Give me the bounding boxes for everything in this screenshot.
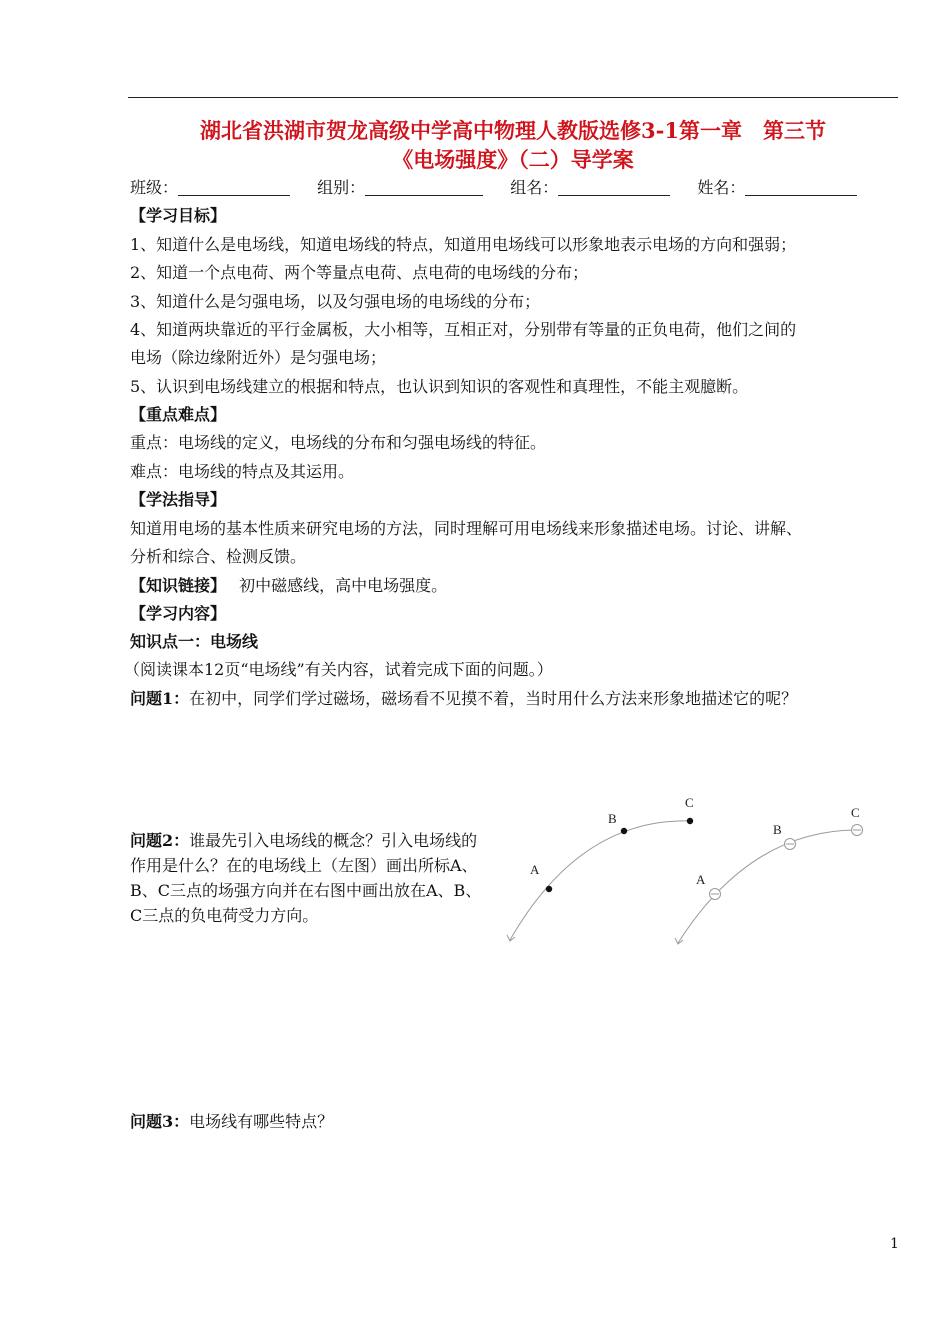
right-label-c: C xyxy=(851,805,860,820)
info-fields-row xyxy=(130,177,879,199)
name-label: 姓名： xyxy=(697,178,746,197)
right-point-c[interactable] xyxy=(852,825,863,836)
link-text: 初中磁感线，高中电场强度。 xyxy=(239,576,448,595)
question-2 xyxy=(130,828,482,928)
question-1 xyxy=(130,688,797,710)
link-heading: 【知识链接】 xyxy=(130,576,227,595)
class-label: 班级： xyxy=(130,178,179,197)
left-point-c[interactable] xyxy=(687,818,693,824)
group-blank[interactable] xyxy=(365,179,483,196)
difficult-point: 难点：电场线的特点及其运用。 xyxy=(130,462,355,481)
right-point-a[interactable] xyxy=(710,889,721,900)
left-field-line xyxy=(510,821,690,940)
goal-item: 电场（除边缘附近外）是匀强电场； xyxy=(130,348,387,367)
link-row xyxy=(130,575,447,597)
q1-text: 在初中，同学们学过磁场，磁场看不见摸不着，当时用什么方法来形象地描述它的呢？ xyxy=(189,689,798,708)
content-heading: 【学习内容】 xyxy=(130,604,227,623)
q3-label: 问题3： xyxy=(130,1112,190,1131)
key-point: 重点：电场线的定义，电场线的分布和匀强电场线的特征。 xyxy=(130,433,547,452)
q2-label: 问题2： xyxy=(130,831,190,850)
key-points-heading: 【重点难点】 xyxy=(130,405,227,424)
doc-title-line1: 湖北省洪湖市贺龙高级中学高中物理人教版选修3-1第一章 第三节 xyxy=(200,118,826,143)
left-point-a[interactable] xyxy=(546,886,552,892)
group-name-label: 组名： xyxy=(510,178,559,197)
right-label-a: A xyxy=(696,872,706,887)
field-line-diagram xyxy=(500,788,880,958)
q1-label: 问题1： xyxy=(130,689,190,708)
left-label-a: A xyxy=(530,862,540,877)
page-number: 1 xyxy=(890,1236,899,1252)
goal-item: 2、知道一个点电荷、两个等量点电荷、点电荷的电场线的分布； xyxy=(130,263,589,282)
goal-item: 3、知道什么是匀强电场，以及匀强电场的电场线的分布； xyxy=(130,292,541,311)
method-text: 分析和综合、检测反馈。 xyxy=(130,547,307,566)
reading-instruction: （阅读课本12页“电场线”有关内容，试着完成下面的问题。） xyxy=(124,660,553,679)
left-point-b[interactable] xyxy=(621,828,627,834)
right-label-b: B xyxy=(773,822,782,837)
goal-item: 1、知道什么是电场线，知道电场线的特点，知道用电场线可以形象地表示电场的方向和强弱； xyxy=(130,235,797,254)
goal-item: 5、认识到电场线建立的根据和特点，也认识到知识的客观性和真理性，不能主观臆断。 xyxy=(130,377,749,396)
method-heading: 【学法指导】 xyxy=(130,490,227,509)
name-blank[interactable] xyxy=(745,179,857,196)
doc-title-line2: 《电场强度》（二）导学案 xyxy=(392,147,634,172)
knowledge-point-1: 知识点一：电场线 xyxy=(130,632,259,651)
q3-text: 电场线有哪些特点？ xyxy=(189,1112,334,1131)
right-point-b[interactable] xyxy=(785,839,796,850)
method-text: 知道用电场的基本性质来研究电场的方法，同时理解可用电场线来形象描述电场。讨论、讲解、 xyxy=(130,519,803,538)
q2-text: 谁最先引入电场线的概念？引入电场线的作用是什么？在的电场线上（左图）画出所标A、B、C三点的场强方向并在右图中画出放在A、B、C三点的负电荷受力方向。 xyxy=(130,831,482,925)
class-blank[interactable] xyxy=(178,179,290,196)
goal-item: 4、知道两块靠近的平行金属板，大小相等，互相正对，分别带有等量的正负电荷，他们之间的 xyxy=(130,320,797,339)
group-name-blank[interactable] xyxy=(558,179,670,196)
left-label-b: B xyxy=(608,811,617,826)
goals-heading: 【学习目标】 xyxy=(130,206,227,225)
group-label: 组别： xyxy=(317,178,366,197)
header-rule xyxy=(128,97,898,98)
left-label-c: C xyxy=(685,795,694,810)
question-3 xyxy=(130,1111,333,1133)
